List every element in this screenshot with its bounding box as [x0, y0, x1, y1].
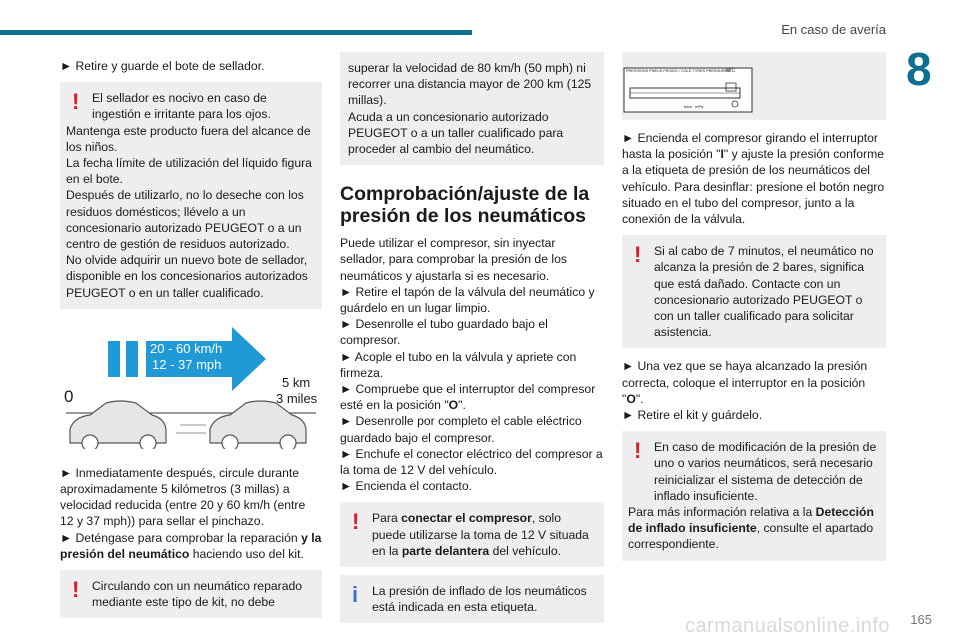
header-bar — [0, 30, 472, 35]
warning-line: Mantenga este producto fuera del alcance de los niños. — [66, 123, 311, 154]
warning-text: superar la velocidad de 80 km/h (50 mph) ni recorrer una distancia mayor de 200 km (125 millas). — [348, 61, 592, 108]
label-title: PRESSIONS PNEUS FROIDS / COLD TYRES PRESSURES — [626, 69, 730, 73]
warning-line: La fecha límite de utilización del líquido figura en el bote. — [66, 156, 312, 187]
step: ► Desenrolle el tubo guardado bajo el compresor. — [340, 317, 548, 348]
column-1 — [60, 52, 322, 618]
speed-label-kmh: 20 - 60 km/h — [150, 340, 223, 356]
section-title: En caso de avería — [781, 22, 886, 37]
step: ► Encienda el contacto. — [340, 479, 472, 494]
warning-text: Circulando con un neumático reparado mediante este tipo de kit, no debe — [92, 579, 303, 610]
warning-text: Para más información relativa a la Detección de inflado insuficiente, consulte el apartado correspondiente. — [628, 505, 874, 552]
warning-icon: ! — [72, 577, 80, 603]
label-units: bars mPa — [684, 104, 704, 109]
warning-line: No olvide adquirir un nuevo bote de sellador, disponible en los concesionarios autorizados PEUGEOT o en un taller cualificado. — [66, 253, 308, 300]
warning-text: En caso de modificación de la presión de uno o varios neumáticos, será necesario reinicializar el sistema de detección de inflado insuficiente. — [654, 440, 877, 503]
column-2 — [340, 52, 604, 623]
step: ► Acople el tubo en la válvula y apriete con firmeza. — [340, 349, 577, 380]
speed-distance-illustration — [60, 319, 322, 449]
info-icon: i — [352, 582, 359, 608]
step-drive: ► Inmediatamente después, circule durante aproximadamente 5 kilómetros (3 millas) a velocidad reducida (entre 20 y 60 km/h (entre 12 y 37 mph)) para sellar el pinchazo. — [60, 465, 306, 529]
warning-text: El sellador es nocivo en caso de ingestión e irritante para los ojos. — [92, 91, 271, 122]
distance-km: 5 km — [282, 374, 311, 390]
page-number: 165 — [910, 612, 932, 627]
warning-box-reinit — [622, 431, 886, 560]
step-check-repair: ► Deténgase para comprobar la reparación y la presión del neumático haciendo uso del kit. — [60, 530, 322, 561]
chapter-tab — [890, 38, 960, 96]
warning-box-continued — [340, 52, 604, 165]
distance-miles: 3 miles — [276, 390, 318, 406]
chapter-number: 8 — [906, 43, 932, 95]
warning-icon: ! — [352, 509, 360, 535]
warning-icon: ! — [634, 438, 642, 464]
warning-text: Acuda a un concesionario autorizado PEUGEOT o a un taller cualificado para proceder al cambio del neumático. — [348, 109, 564, 157]
warning-box-damage — [622, 235, 886, 348]
warning-box-sealant — [60, 82, 322, 309]
step: ► Enchufe el conector eléctrico del compresor a la toma de 12 V del vehículo. — [340, 446, 603, 478]
intro-text: Puede utilizar el compresor, sin inyectar sellador, para comprobar la presión de los neumáticos y ajustarla si es necesario. — [340, 236, 567, 283]
warning-icon: ! — [634, 242, 642, 268]
watermark: carmanualsonline.info — [684, 615, 890, 637]
step: ► Desenrolle por completo el cable eléctrico guardado bajo el compresor. — [340, 414, 582, 445]
warning-box-speed — [60, 570, 322, 618]
speed-label-mph: 12 - 37 mph — [152, 356, 222, 372]
section-heading: Comprobación/ajuste de la presión de los neumáticos — [340, 183, 590, 228]
warning-text: Para conectar el compresor, solo puede utilizarse la toma de 12 V situada en la parte delantera del vehículo. — [372, 511, 589, 558]
column-3 — [622, 52, 886, 561]
warning-box-socket — [340, 502, 604, 567]
info-text: La presión de inflado de los neumáticos está indicada en esta etiqueta. — [372, 584, 587, 615]
tyre-pressure-label-figure — [622, 52, 886, 120]
step-switch-off: ► Compruebe que el interruptor del compresor esté en la posición "O". — [340, 382, 596, 413]
warning-text: Si al cabo de 7 minutos, el neumático no alcanza la presión de 2 bares, significa que está dañado. Contacte con un concesionario autorizado PEUGEOT o con un taller cualificado para solicitar asistencia. — [654, 244, 874, 340]
step-store-sealant: ► Retire y guarde el bote de sellador. — [60, 59, 265, 73]
label-mark: MIC — [726, 68, 736, 74]
step-store-kit: ► Retire el kit y guárdelo. — [622, 408, 763, 423]
step-switch-on: ► Encienda el compresor girando el interruptor hasta la posición "I" y ajuste la presión conforme a la etiqueta de presión de los neumáticos del vehículo. Para desinflar: presione el botón negro situado en el tubo del compresor, junto a la conexión de la válvula. — [622, 131, 885, 227]
info-box-label — [340, 575, 604, 623]
step: ► Retire el tapón de la válvula del neumático y guárdelo en un lugar limpio. — [340, 284, 595, 316]
distance-start: 0 — [64, 386, 74, 406]
warning-icon: ! — [72, 89, 80, 115]
step-pressure-reached: ► Una vez que se haya alcanzado la presión correcta, coloque el interruptor en la posición "O". — [622, 359, 868, 406]
warning-line: Después de utilizarlo, no lo deseche con los residuos domésticos; llévelo a un concesionario autorizado PEUGEOT o a un centro de gestión de residuos autorizado. — [66, 188, 304, 252]
